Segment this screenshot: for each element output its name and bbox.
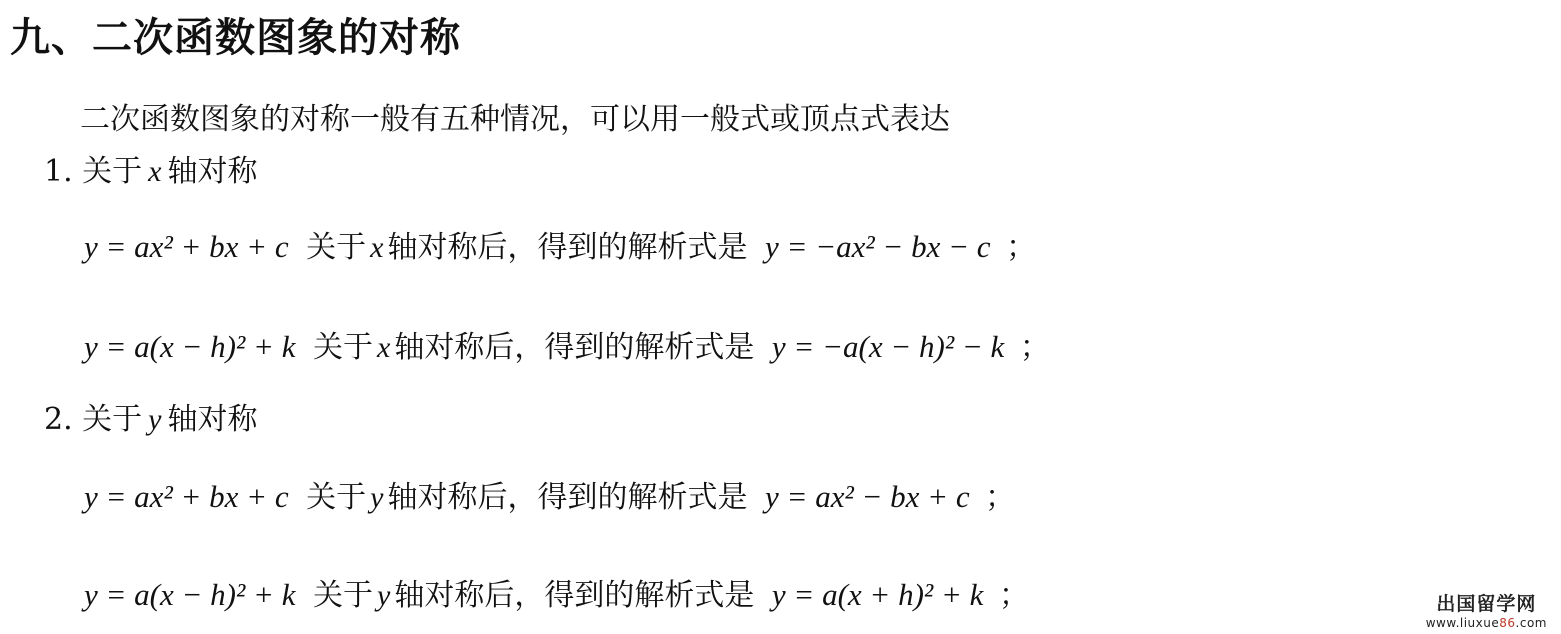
section-number: 1.: [44, 154, 73, 189]
section-label-prefix: 关于: [82, 154, 143, 189]
equation-end: ；: [985, 480, 1016, 515]
equation-lhs: y = ax² + bx + c: [84, 229, 289, 264]
mid-var: x: [370, 231, 384, 264]
equation-lhs: y = ax² + bx + c: [84, 479, 289, 514]
watermark-url-highlight: 86: [1499, 616, 1516, 630]
equation-end: ；: [1019, 330, 1050, 365]
equation-rhs: y = a(x + h)² + k: [771, 577, 984, 612]
equation-line-2: [84, 322, 1050, 366]
section-label-suffix: 轴对称: [167, 154, 258, 189]
equation-rhs: y = −a(x − h)² − k: [771, 329, 1005, 364]
watermark-name: 出国留学网: [1436, 593, 1537, 615]
section-heading-x-axis: [44, 146, 258, 190]
mid-suffix: 轴对称后，得到的解析式是: [394, 330, 755, 365]
mid-var: y: [370, 481, 384, 514]
equation-line-3: [84, 472, 1015, 516]
equation-lhs: y = a(x − h)² + k: [84, 577, 296, 612]
equation-end: ；: [1006, 230, 1037, 265]
page-title: 九、二次函数图象的对称: [10, 15, 461, 61]
mid-prefix: 关于: [313, 330, 374, 365]
equation-middle-text: [306, 480, 747, 515]
mid-prefix: 关于: [306, 480, 367, 515]
equation-lhs: y = a(x − h)² + k: [84, 329, 296, 364]
section-label-suffix: 轴对称: [167, 402, 258, 437]
equation-rhs: y = −ax² − bx − c: [765, 229, 991, 264]
mid-suffix: 轴对称后，得到的解析式是: [394, 578, 755, 613]
equation-rhs: y = ax² − bx + c: [765, 479, 970, 514]
mid-prefix: 关于: [306, 230, 367, 265]
equation-end: ；: [998, 578, 1029, 613]
watermark-url-suffix: .com: [1515, 616, 1547, 630]
mid-prefix: 关于: [313, 578, 374, 613]
watermark-url: [1426, 616, 1547, 630]
mid-suffix: 轴对称后，得到的解析式是: [387, 480, 748, 515]
mid-var: x: [377, 331, 391, 364]
section-axis-var: y: [148, 403, 162, 436]
equation-middle-text: [313, 578, 754, 613]
section-label-prefix: 关于: [82, 402, 143, 437]
section-number: 2.: [44, 402, 73, 437]
watermark: [1426, 589, 1547, 630]
section-heading-y-axis: [44, 394, 258, 438]
intro-paragraph: 二次函数图象的对称一般有五种情况，可以用一般式或顶点式表达: [80, 102, 950, 137]
equation-line-1: [84, 222, 1036, 266]
equation-middle-text: [306, 230, 747, 265]
section-axis-var: x: [148, 155, 162, 188]
mid-var: y: [377, 579, 391, 612]
equation-line-4: [84, 570, 1029, 614]
watermark-url-prefix: www.liuxue: [1425, 616, 1500, 630]
equation-middle-text: [313, 330, 754, 365]
mid-suffix: 轴对称后，得到的解析式是: [387, 230, 748, 265]
